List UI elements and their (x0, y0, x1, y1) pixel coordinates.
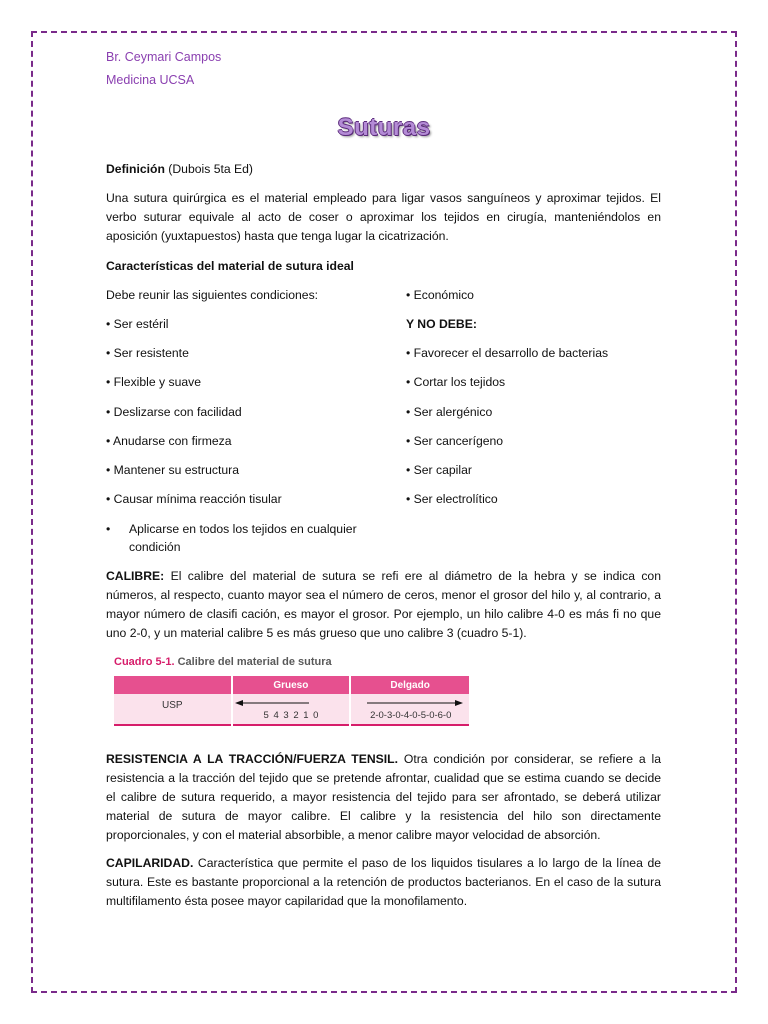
table-header-empty (114, 676, 232, 694)
list-item: • Ser cancerígeno (406, 434, 504, 448)
grueso-values: 5 4 3 2 1 0 (263, 710, 320, 721)
table-cell-usp: USP (114, 694, 232, 725)
list-item: • Ser electrolítico (406, 492, 498, 506)
calibre-label: CALIBRE: (106, 569, 165, 583)
calibre-paragraph (106, 567, 661, 643)
list-item: • Ser capilar (406, 463, 472, 477)
table-cell-grueso (232, 694, 351, 725)
author-affiliation: Medicina UCSA (106, 73, 195, 87)
definition-heading (106, 160, 661, 179)
no-debe-heading: Y NO DEBE: (406, 317, 477, 331)
delgado-values: 2-0-3-0-4-0-5-0-6-0 (370, 710, 452, 721)
list-bullet: • (106, 522, 111, 536)
list-item: • Favorecer el desarrollo de bacterias (406, 346, 609, 360)
list-item: • Mantener su estructura (106, 463, 239, 477)
list-item: Aplicarse en todos los tejidos en cualquier (129, 522, 357, 536)
list-item: • Ser alergénico (406, 405, 493, 419)
table-header-row (114, 676, 469, 694)
delgado-arrow-cell (351, 694, 469, 724)
calibre-table (114, 676, 469, 726)
list-item: • Anudarse con firmeza (106, 434, 232, 448)
list-item: • Económico (406, 288, 474, 302)
table-row (114, 694, 469, 725)
definition-text: Una sutura quirúrgica es el material empleado para ligar vasos sanguíneos y aproximar tejidos. El verbo suturar equivale al acto de coser o aproximar los tejidos en cirugía, manteniéndolos en aposición (yuxtapuestos) hasta que tenga lugar la cicatrización. (106, 191, 661, 243)
list-item: • Deslizarse con facilidad (106, 405, 242, 419)
list-item: • Flexible y suave (106, 375, 202, 389)
table-number: Cuadro 5-1. (114, 656, 175, 668)
table-caption-text: Calibre del material de sutura (174, 656, 332, 668)
characteristics-heading: Características del material de sutura ideal (106, 259, 354, 273)
capilaridad-paragraph (106, 854, 661, 911)
table-header-delgado: Delgado (390, 679, 430, 691)
list-item: condición (129, 540, 181, 554)
page-title: Suturas (337, 114, 431, 141)
definition-source: (Dubois 5ta Ed) (164, 162, 253, 176)
calibre-text: El calibre del material de sutura se refi ere al diámetro de la hebra y se indica con números, al respecto, cuanto mayor sea el número de ceros, menor el grosor del hilo y, al contrario, a mayor número de clasifi cación, es mayor el grosor. Por ejemplo, un hilo calibre 4-0 es más fi no que uno 2-0, y un material calibre 5 es más grueso que uno calibre 3 (cuadro 5-1). (106, 569, 661, 640)
characteristics-intro: Debe reunir las siguientes condiciones: (106, 288, 319, 302)
list-item: • Ser estéril (106, 317, 169, 331)
list-item: • Causar mínima reacción tisular (106, 492, 282, 506)
definition-label: Definición (106, 162, 165, 176)
grueso-arrow-cell (233, 694, 350, 724)
list-item: • Cortar los tejidos (406, 375, 506, 389)
resistencia-label: RESISTENCIA A LA TRACCIÓN/FUERZA TENSIL. (106, 752, 399, 766)
resistencia-text: Otra condición por considerar, se refiere a la resistencia a la tracción del tejido que se pretende afrontar, cualidad que se estima cuando se decide el calibre de sutura requerido, a mayor resistencia del tejido para ser afrontado, se deberá utilizar material de sutura de mayor calibre. El calibre y la resistencia del hilo son directamente proporcionales, y con el material absorbible, a menor calibre mayor velocidad de absorción. (106, 752, 661, 842)
table-cell-delgado (350, 694, 469, 725)
author-name: Br. Ceymari Campos (106, 50, 222, 64)
left-arrow-icon (233, 697, 351, 709)
resistencia-paragraph (106, 750, 661, 845)
capilaridad-label: CAPILARIDAD. (106, 856, 194, 870)
list-item: • Ser resistente (106, 346, 189, 360)
capilaridad-text: Característica que permite el paso de los liquidos tisulares a lo largo de la línea de sutura. Este es bastante proporcional a la retención de productos bacterianos. En el caso de la sutura multifilamento ésta posee mayor capilaridad que la monofilamento. (106, 856, 661, 908)
table-caption (114, 656, 332, 668)
right-arrow-icon (351, 697, 470, 709)
table-header-grueso: Grueso (232, 676, 351, 694)
